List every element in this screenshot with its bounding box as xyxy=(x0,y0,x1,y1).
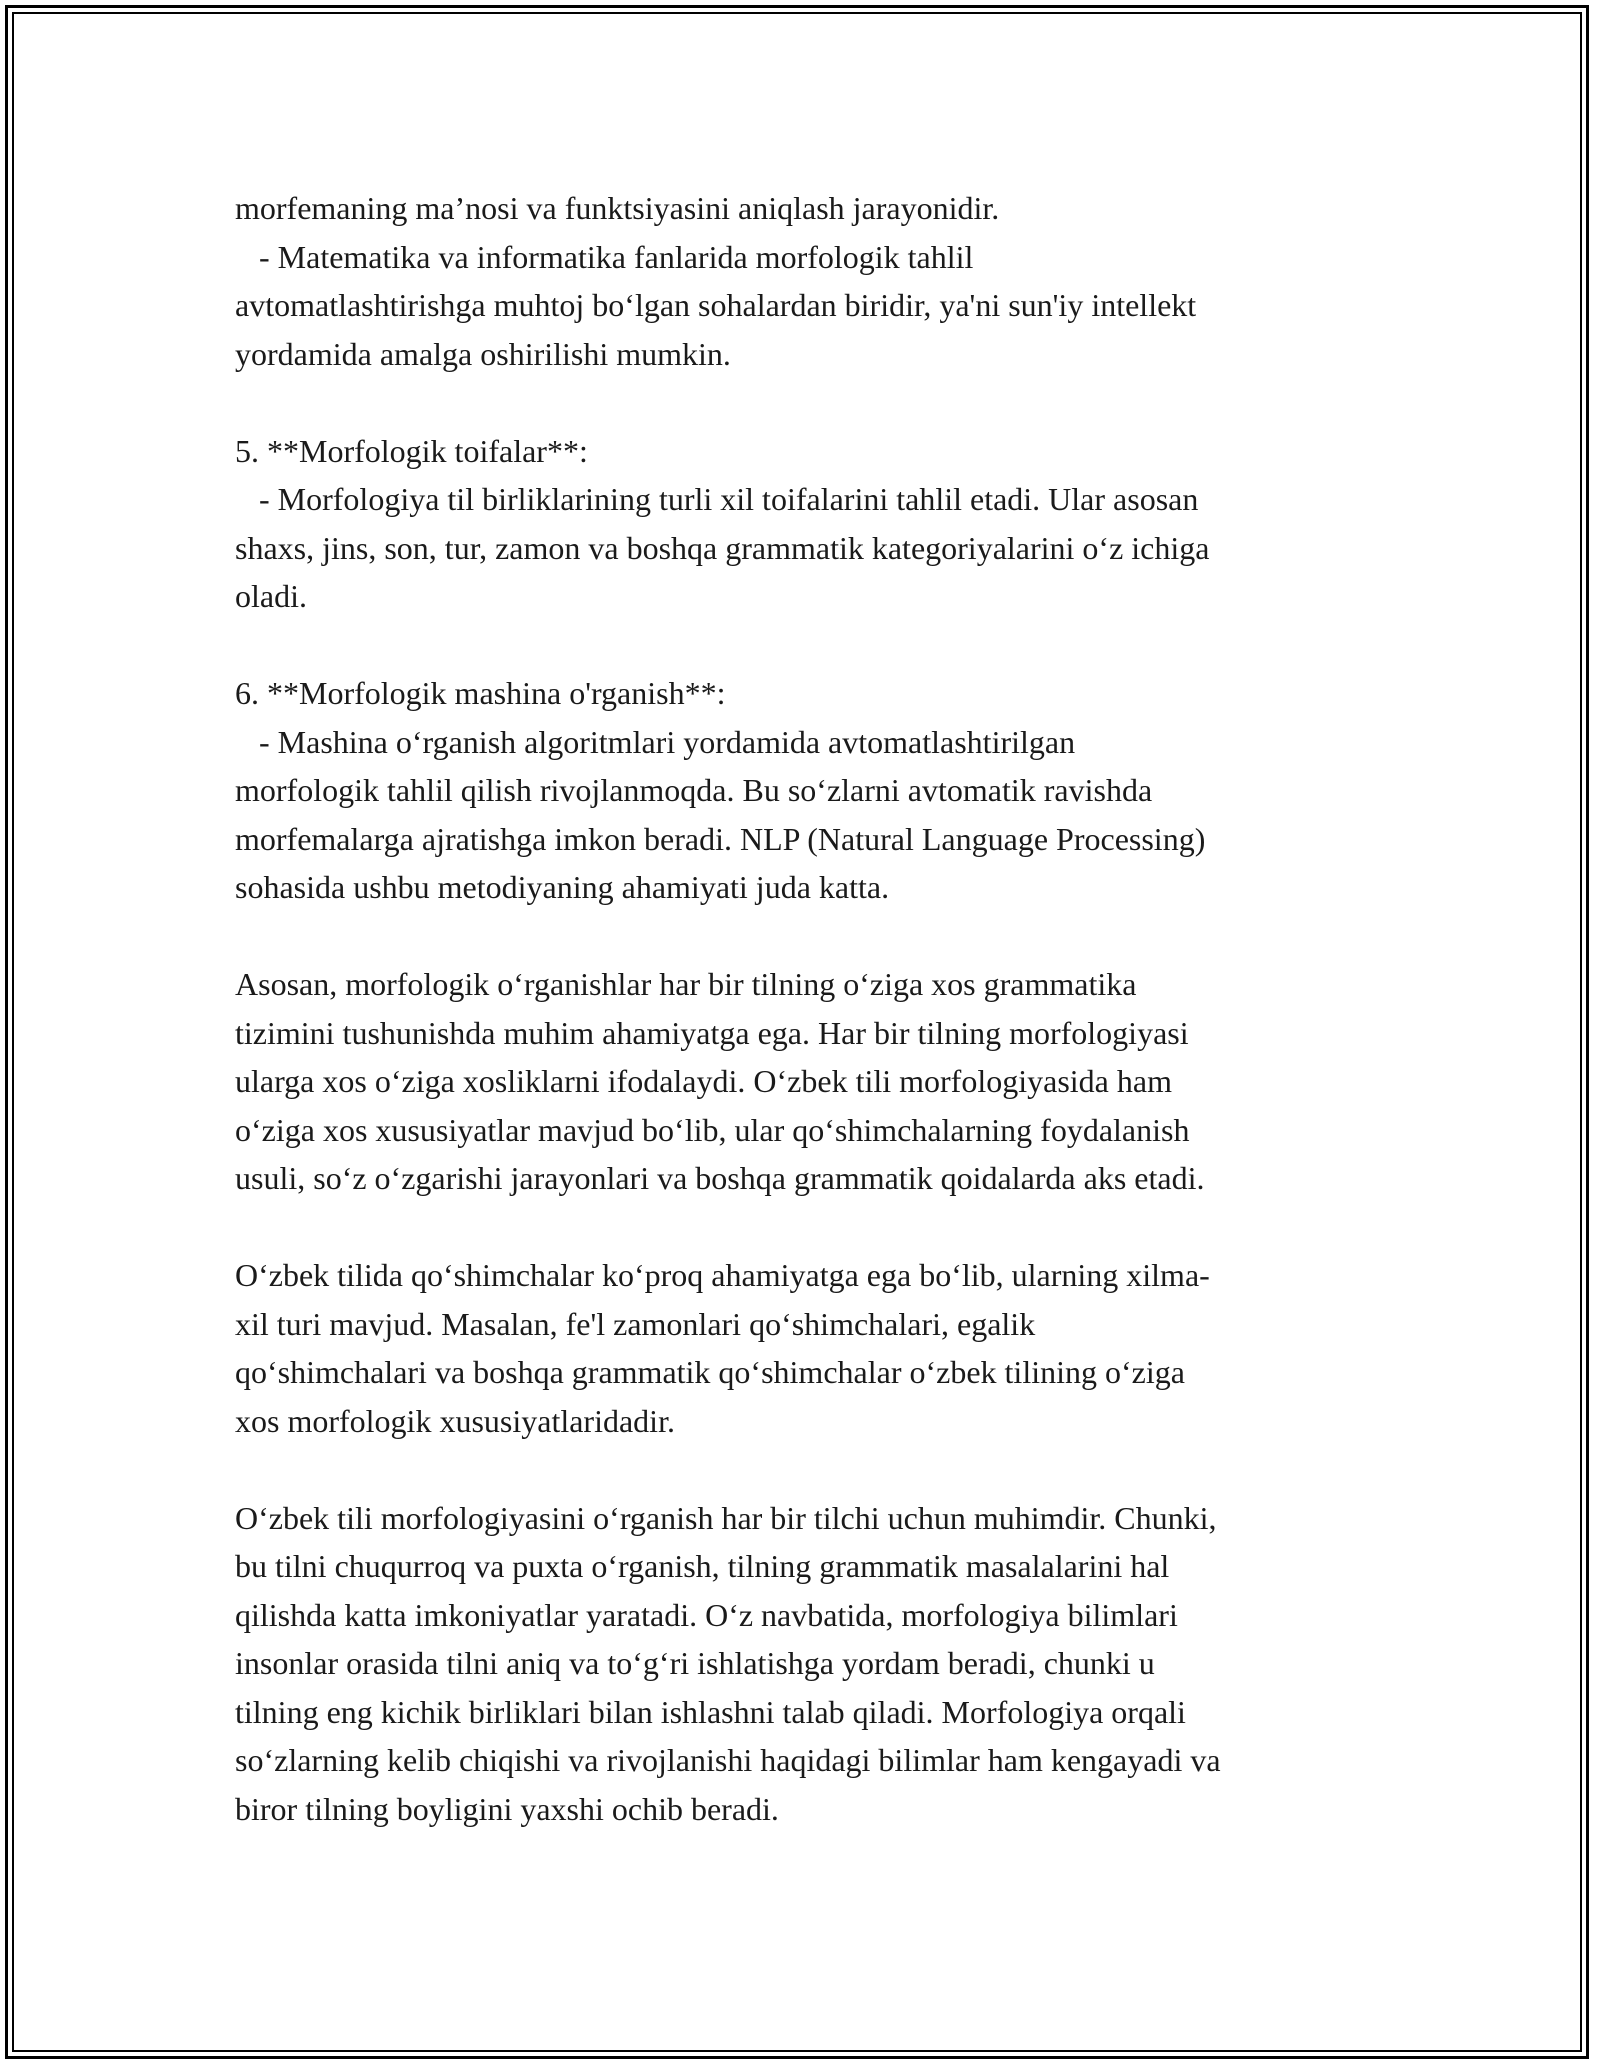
text-line: morfologik tahlil qilish rivojlanmoqda. Bu so‘zlarni avtomatik ravishda xyxy=(235,772,1153,808)
text-line: oladi. xyxy=(235,578,307,614)
text-line: biror tilning boyligini yaxshi ochib beradi. xyxy=(235,1790,779,1827)
text-line: tizimini tushunishda muhim ahamiyatga ega. Har bir tilning morfologiyasi xyxy=(235,1014,1189,1051)
text-line: - Mashina o‘rganish algoritmlari yordamida avtomatlashtirilgan xyxy=(235,723,1076,760)
list-item-machine-learning xyxy=(235,669,1375,912)
paragraph-conclusion xyxy=(235,1494,1375,1834)
text-line: morfemalarga ajratishga imkon beradi. NLP (Natural Language Processing) xyxy=(235,820,1206,857)
text-line: shaxs, jins, son, tur, zamon va boshqa grammatik kategoriyalarini o‘z ichiga xyxy=(235,529,1210,566)
text-line: O‘zbek tilida qo‘shimchalar ko‘proq ahamiyatga ega bo‘lib, ularning xilma- xyxy=(235,1257,1210,1293)
text-line: so‘zlarning kelib chiqishi va rivojlanishi haqidagi bilimlar ham kengayadi va xyxy=(235,1742,1221,1778)
text-line: O‘zbek tili morfologiyasini o‘rganish har bir tilchi uchun muhimdir. Chunki, xyxy=(235,1499,1217,1536)
text-line: xos morfologik xususiyatlaridadir. xyxy=(235,1402,675,1439)
text-line: o‘ziga xos xususiyatlar mavjud bo‘lib, ular qo‘shimchalarning foydalanish xyxy=(235,1111,1190,1148)
text-line: - Matematika va informatika fanlarida morfologik tahlil xyxy=(235,238,974,275)
text-line: qilishda katta imkoniyatlar yaratadi. O‘z navbatida, morfologiya bilimlari xyxy=(235,1596,1178,1633)
text-line: insonlar orasida tilni aniq va to‘g‘ri ishlatishga yordam beradi, chunki u xyxy=(235,1645,1155,1681)
list-item-morphological-categories xyxy=(235,427,1375,621)
text-line: usuli, so‘z o‘zgarishi jarayonlari va boshqa grammatik qoidalarda aks etadi. xyxy=(235,1160,1205,1196)
text-line: sohasida ushbu metodiyaning ahamiyati juda katta. xyxy=(235,869,890,905)
text-line: bu tilni chuqurroq va puxta o‘rganish, tilning grammatik masalalarini hal xyxy=(235,1548,1170,1584)
text-line: yordamida amalga oshirilishi mumkin. xyxy=(235,335,731,372)
text-line: morfemaning ma’nosi va funktsiyasini aniqlash jarayonidir. xyxy=(235,190,1000,226)
text-line: qo‘shimchalari va boshqa grammatik qo‘shimchalar o‘zbek tilining o‘ziga xyxy=(235,1354,1185,1390)
list-item-heading: 5. **Morfologik toifalar**: xyxy=(235,432,588,469)
list-item-heading: 6. **Morfologik mashina o'rganish**: xyxy=(235,675,726,711)
text-line: tilning eng kichik birliklari bilan ishlashni talab qiladi. Morfologiya orqali xyxy=(235,1693,1186,1730)
text-line: avtomatlashtirishga muhtoj bo‘lgan sohalardan biridir, ya'ni sun'iy intellekt xyxy=(235,287,1197,323)
text-line: Asosan, morfologik o‘rganishlar har bir tilning o‘ziga xos grammatika xyxy=(235,966,1137,1002)
document-body xyxy=(235,184,1375,1882)
paragraph-morpheme-analysis xyxy=(235,184,1375,378)
text-line: ularga xos o‘ziga xosliklarni ifodalaydi. O‘zbek tili morfologiyasida ham xyxy=(235,1063,1172,1099)
paragraph-summary xyxy=(235,960,1375,1203)
paragraph-suffixes xyxy=(235,1251,1375,1445)
text-line: xil turi mavjud. Masalan, fe'l zamonlari qo‘shimchalari, egalik xyxy=(235,1305,1036,1342)
text-line: - Morfologiya til birliklarining turli xil toifalarini tahlil etadi. Ular asosan xyxy=(235,481,1199,517)
